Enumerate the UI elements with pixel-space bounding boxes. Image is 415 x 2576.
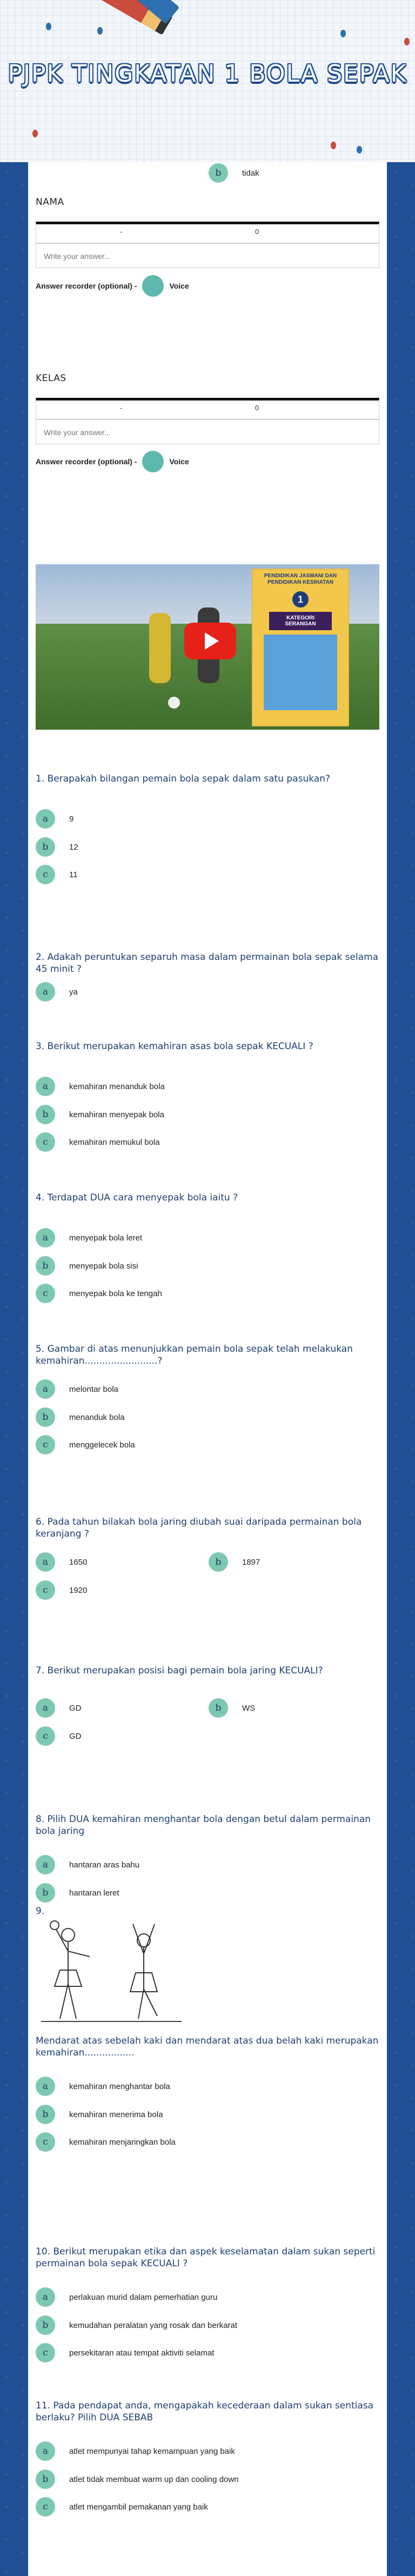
answer-box-kelas [36,419,379,444]
answer-option[interactable] [36,2440,235,2462]
option-letter-badge: b [36,1256,55,1276]
counter-right: 0 [255,228,259,236]
question-text: 9. [36,1906,45,1917]
option-letter-badge: c [36,1132,55,1152]
thumbnail-number: 1 [292,591,309,608]
counter-left: - [120,228,123,236]
char-counter [36,398,379,419]
dot-decoration [404,38,410,45]
answer-option[interactable] [36,1076,165,1097]
question-text: 8. Pilih DUA kemahiran menghantar bola dengan betul dalam permainan bola jaring [36,1814,371,1837]
option-letter-badge: c [36,1435,55,1454]
question-text: 5. Gambar di atas menunjukkan pemain bola sepak telah melakukan kemahiran.........................? [36,1344,353,1366]
answer-option[interactable] [209,162,259,184]
option-label: ya [69,987,78,997]
dot-decoration [46,23,51,30]
option-letter-badge: b [36,1407,55,1427]
option-label: kemahiran menanduk bola [69,1082,165,1091]
play-button[interactable] [184,623,236,659]
soccer-ball-icon [168,697,180,709]
option-label: kemahiran memukul bola [69,1137,160,1147]
option-label: tidak [242,168,259,178]
option-letter-badge: c [36,2343,55,2363]
answer-option[interactable] [36,1725,82,1747]
option-letter-badge: c [36,1726,55,1746]
question-text: 7. Berikut merupakan posisi bagi pemain bola jaring KECUALI? [36,1665,323,1676]
thumbnail-title: PENDIDIKAN JASMANI DAN PENDIDIKAN KESIHATAN [264,573,337,585]
video-player[interactable] [36,564,379,730]
dot-decoration [340,30,346,37]
option-letter-badge: c [36,1284,55,1303]
option-label: WS [242,1703,256,1713]
option-letter-badge: a [36,1552,55,1572]
option-label: melontar bola [69,1384,118,1394]
counter-left: - [120,404,123,412]
answer-option[interactable] [36,1283,162,1304]
option-letter-badge: b [209,163,228,183]
option-label: menyepak bola leret [69,1233,143,1243]
record-button[interactable] [142,275,164,297]
answer-option[interactable] [36,1551,87,1573]
field-label-nama: NAMA [36,197,64,208]
option-letter-badge: a [36,809,55,829]
answer-option[interactable] [36,1697,82,1719]
answer-option[interactable] [36,2496,208,2518]
option-letter-badge: a [36,982,55,1002]
recorder-label: Answer recorder (optional) - [36,457,137,466]
option-letter-badge: b [36,1105,55,1124]
option-label: atlet mempunyai tahap kemampuan yang baik [69,2446,235,2456]
answer-option[interactable] [36,1104,164,1125]
thumbnail-category: KATEGORI SERANGAN [269,612,332,630]
page-header [0,0,415,162]
question-caption: Mendarat atas sebelah kaki dan mendarat atas dua belah kaki merupakan kemahiran................. [36,2036,379,2058]
answer-recorder [36,275,189,297]
answer-option[interactable] [36,864,78,885]
answer-option[interactable] [36,1406,125,1428]
answer-option[interactable] [36,1378,118,1400]
option-label: 1897 [242,1557,260,1567]
option-label: 11 [69,870,78,879]
answer-option[interactable] [36,1131,160,1153]
quiz-card [28,162,387,2576]
option-letter-badge: b [36,837,55,857]
answer-option[interactable] [36,1255,138,1277]
question-text: 11. Pada pendapat anda, mengapakah kecederaan dalam sukan sentiasa berlaku? Pilih DUA SEBAB [36,2400,374,2423]
option-label: perlakuan murid dalam pemerhatian guru [69,2292,218,2302]
option-label: kemudahan peralatan yang rosak dan berkarat [69,2320,238,2330]
dot-decoration [97,27,103,35]
option-label: 1920 [69,1585,88,1595]
answer-option[interactable] [36,2131,176,2153]
char-counter [36,222,379,243]
option-letter-badge: b [36,2470,55,2489]
option-label: persekitaran atau tempat aktiviti selamat [69,2348,215,2358]
option-label: kemahiran menerima bola [69,2110,163,2119]
option-letter-badge: a [36,1698,55,1718]
question-text: 3. Berikut merupakan kemahiran asas bola sepak KECUALI ? [36,1041,313,1052]
option-letter-badge: b [36,1883,55,1903]
question-text: 6. Pada tahun bilakah bola jaring diubah suai daripada permainan bola keranjang ? [36,1517,362,1539]
option-letter-badge: c [36,2497,55,2517]
option-letter-badge: a [36,1379,55,1399]
answer-option[interactable] [36,1882,119,1904]
option-label: 9 [69,814,74,824]
question-text: 10. Berikut merupakan etika dan aspek keselamatan dalam sukan seperti permainan bola sepak KECUALI ? [36,2246,376,2269]
answer-input-kelas[interactable] [43,428,369,437]
answer-option[interactable] [36,2342,214,2364]
answer-option[interactable] [36,2286,217,2308]
dot-decoration [331,142,336,149]
thumbnail-panel [264,635,337,710]
question-text: 4. Terdapat DUA cara menyepak bola iaitu ? [36,1192,238,1203]
answer-option[interactable] [36,1227,142,1249]
answer-recorder [36,451,189,472]
answer-option[interactable] [209,1697,255,1719]
option-letter-badge: b [36,2105,55,2124]
field-label-kelas: KELAS [36,373,66,384]
option-letter-badge: a [36,2287,55,2307]
counter-right: 0 [255,404,259,412]
option-label: hantaran leret [69,1888,119,1898]
video-thumbnail-card [252,569,349,726]
option-letter-badge: b [209,1552,228,1572]
voice-label: Voice [169,282,189,290]
answer-option[interactable] [36,2468,239,2490]
answer-option[interactable] [36,808,73,830]
option-label: GD [69,1703,82,1713]
dot-decoration [32,130,38,137]
option-label: 1650 [69,1557,88,1567]
answer-option[interactable] [36,2076,170,2097]
answer-option[interactable] [36,836,78,858]
option-label: kemahiran menjaringkan bola [69,2137,176,2147]
option-label: GD [69,1731,82,1741]
page-title: PJPK TINGKATAN 1 BOLA SEPAK [8,60,407,88]
option-letter-badge: a [36,2077,55,2096]
dot-decoration [357,146,362,154]
answer-option[interactable] [36,1854,139,1876]
option-letter-badge: b [209,1698,228,1718]
option-label: menyepak bola sisi [69,1261,138,1271]
option-letter-badge: a [36,1855,55,1874]
option-letter-badge: c [36,1580,55,1600]
option-letter-badge: c [36,2132,55,2152]
option-letter-badge: a [36,1228,55,1247]
option-label: menyepak bola ke tengah [69,1289,162,1298]
option-label: hantaran aras bahu [69,1860,140,1870]
option-label: menanduk bola [69,1412,125,1422]
play-icon [205,632,219,650]
answer-box-nama [36,243,379,268]
question-text: 2. Adakah peruntukan separuh masa dalam permainan bola sepak selama 45 minit ? [36,952,379,975]
option-letter-badge: b [36,2315,55,2335]
answer-option[interactable] [36,2104,163,2125]
netball-illustration [36,1919,187,2027]
answer-input-nama[interactable] [43,251,369,261]
option-label: kemahiran menyepak bola [69,1110,164,1119]
option-letter-badge: a [36,2441,55,2461]
option-letter-badge: c [36,865,55,884]
voice-label: Voice [169,457,189,466]
player-figure [149,613,171,683]
option-label: menggelecek bola [69,1440,135,1450]
answer-option[interactable] [36,981,78,1003]
record-button[interactable] [142,451,164,472]
option-label: kemahiran menghantar bola [69,2081,170,2091]
option-label: atlet mengambil pemakanan yang baik [69,2502,208,2512]
option-letter-badge: a [36,1077,55,1096]
answer-option[interactable] [209,1551,260,1573]
answer-option[interactable] [36,2314,237,2336]
answer-option[interactable] [36,1434,135,1456]
option-label: atlet tidak membuat warm up dan cooling down [69,2474,239,2484]
answer-option[interactable] [36,1579,87,1601]
recorder-label: Answer recorder (optional) - [36,282,137,290]
question-text: 1. Berapakah bilangan pemain bola sepak dalam satu pasukan? [36,773,330,784]
option-label: 12 [69,842,78,852]
